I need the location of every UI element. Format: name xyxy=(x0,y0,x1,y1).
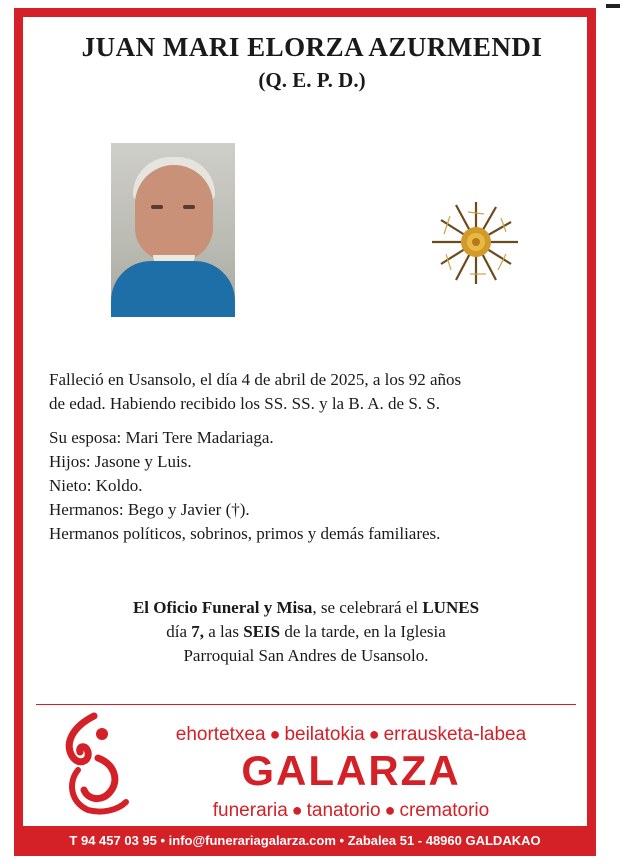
divider xyxy=(36,704,576,705)
spouse-line: Su esposa: Mari Tere Madariaga. xyxy=(49,428,274,447)
funeral-line-3: Parroquial San Andres de Usansolo. xyxy=(183,646,429,665)
deceased-name: JUAN MARI ELORZA AZURMENDI xyxy=(81,32,543,62)
siblings-line: Hermanos: Bego y Javier (†). xyxy=(49,500,250,519)
bullet-icon: ● xyxy=(384,800,396,820)
qepd-label: (Q. E. P. D.) xyxy=(258,68,366,92)
services-spanish: funeraria ● tanatorio ● crematorio xyxy=(212,800,490,821)
bullet-icon: ● xyxy=(368,724,380,744)
children-line: Hijos: Jasone y Luis. xyxy=(49,452,192,471)
death-line-1: Falleció en Usansolo, el día 4 de abril de 2025, a los 92 años xyxy=(49,370,462,389)
grandchild-line: Nieto: Koldo. xyxy=(49,476,143,495)
contact-footer: T 94 457 03 95 • info@funerariagalarza.com • Zabalea 51 - 48960 GALDAKAO xyxy=(69,833,541,848)
relatives-line: Hermanos políticos, sobrinos, primos y demás familiares. xyxy=(49,524,441,543)
funeral-line-1: El Oficio Funeral y Misa, se celebrará el LUNES xyxy=(132,598,480,617)
funeral-line-2: día 7, a las SEIS de la tarde, en la Iglesia xyxy=(166,622,446,641)
death-line-2: de edad. Habiendo recibido los SS. SS. y la B. A. de S. S. xyxy=(49,394,440,413)
obituary-text xyxy=(49,368,549,546)
galarza-logo-icon xyxy=(54,712,134,816)
scan-edge-mark xyxy=(606,4,620,8)
portrait-photo xyxy=(111,143,235,317)
services-basque: ehortetxea ● beilatokia ● errausketa-labea xyxy=(175,724,527,745)
eguzkilore-flower-icon xyxy=(428,196,524,288)
brand-name: GALARZA xyxy=(241,747,461,794)
funeral-announcement xyxy=(0,596,612,668)
bullet-icon: ● xyxy=(291,800,303,820)
bullet-icon: ● xyxy=(269,724,281,744)
